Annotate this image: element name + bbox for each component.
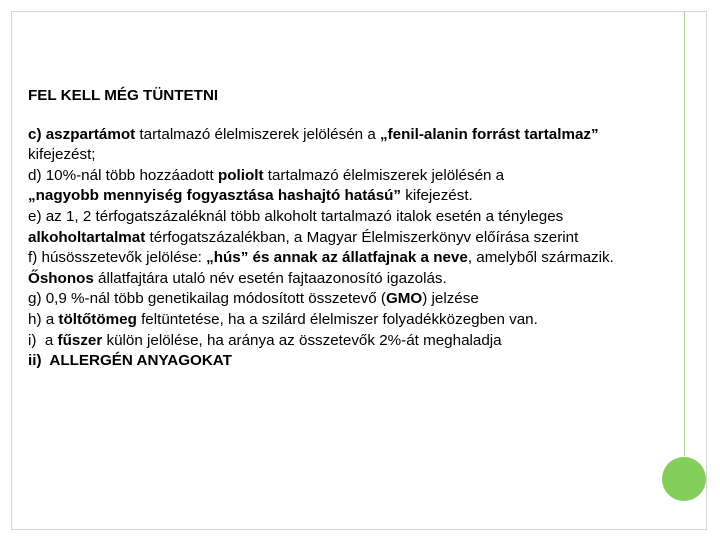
item-d-b2: „nagyobb mennyiség fogyasztása hashajtó hatású”: [28, 187, 402, 205]
item-f-t1: f) húsösszetevők jelölése:: [28, 249, 207, 267]
item-g-t2: ) jelzése: [422, 290, 479, 308]
decorative-vertical-line: [684, 11, 685, 456]
item-c-t2: tartalmazó élelmiszerek jelölésén a: [135, 125, 380, 143]
item-f-b2: Őshonos: [28, 269, 94, 287]
item-d-b1: poliolt: [217, 166, 264, 184]
item-i-t1: i) a: [28, 331, 58, 349]
slide-title: FEL KELL MÉG TÜNTETNI: [28, 87, 219, 104]
item-i-t2: külön jelölése, ha aránya az összetevők 2%-át meghaladja: [102, 331, 502, 349]
item-f-t2: , amelyből származik.: [467, 249, 614, 267]
item-f-t3: állatfajtára utaló név esetén fajtaazonosító igazolás.: [93, 269, 447, 287]
item-ii: [28, 351, 668, 372]
item-e-t2: térfogatszázalékban, a Magyar Élelmiszerkönyv előírása szerint: [145, 228, 579, 246]
item-h-t1: h) a: [28, 310, 59, 328]
item-i: [28, 331, 668, 352]
item-c-b2: „fenil-alanin forrást tartalmaz”: [380, 125, 599, 143]
item-g: [28, 289, 668, 310]
item-h: [28, 310, 668, 331]
item-d: [28, 166, 668, 207]
item-h-b1: töltőtömeg: [58, 310, 137, 328]
item-f: [28, 248, 668, 289]
item-g-b1: GMO: [385, 290, 423, 308]
item-ii-b1: ii) ALLERGÉN ANYAGOKAT: [28, 352, 232, 370]
item-e-t1: e) az 1, 2 térfogatszázaléknál több alkoholt tartalmazó italok esetén a tényleges: [28, 207, 564, 225]
item-c: [28, 125, 668, 166]
item-i-b1: fűszer: [57, 331, 103, 349]
decorative-green-circle: [662, 457, 706, 501]
slide-body: [28, 125, 668, 372]
item-d-t2: tartalmazó élelmiszerek jelölésén a: [263, 166, 505, 184]
item-e: [28, 207, 668, 248]
item-d-t3: kifejezést.: [401, 187, 473, 205]
item-f-b1: „hús” és annak az állatfajnak a neve: [206, 249, 468, 267]
item-c-t1: c): [28, 125, 46, 143]
item-c-t3: kifejezést;: [28, 146, 96, 164]
slide-content: [28, 86, 668, 372]
item-g-t1: g) 0,9 %-nál több genetikailag módosított összetevő (: [28, 290, 386, 308]
item-c-b1: aszpartámot: [45, 125, 136, 143]
item-e-b1: alkoholtartalmat: [28, 228, 146, 246]
item-d-t1: d) 10%-nál több hozzáadott: [28, 166, 218, 184]
item-h-t2: feltüntetése, ha a szilárd élelmiszer folyadékközegben van.: [136, 310, 538, 328]
